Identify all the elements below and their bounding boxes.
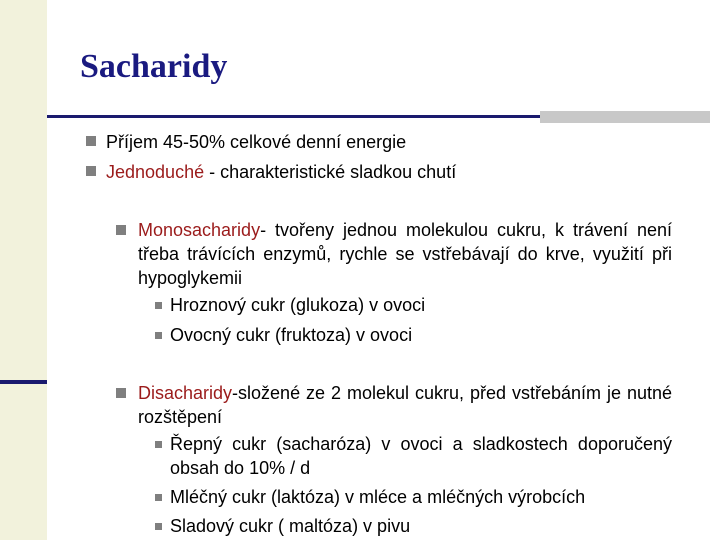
bullet-square-icon xyxy=(155,332,162,339)
bullet-1-text: Příjem 45-50% celkové denní energie xyxy=(106,132,407,152)
bullet-square-icon xyxy=(155,494,162,501)
bullet-2-highlight: Jednoduché xyxy=(106,162,205,182)
bullet-square-icon xyxy=(116,225,126,235)
bullet-square-icon xyxy=(86,166,96,176)
bullet-2 xyxy=(106,160,456,184)
bullet-square-icon xyxy=(155,441,162,448)
sidebar-accent-rule xyxy=(0,380,47,384)
disacharidy-text: -složené ze 2 molekul cukru, před vstřebáním je nutné rozštěpení xyxy=(138,383,672,427)
title-underline-accent xyxy=(540,111,710,123)
bullet-square-icon xyxy=(155,523,162,530)
bullet-2-text: - charakteristické sladkou chutí xyxy=(204,162,457,182)
title-underline xyxy=(47,115,540,118)
di-item-1: Řepný cukr (sacharóza) v ovoci a sladkostech doporučený obsah do 10% / d xyxy=(170,434,672,478)
bullet-square-icon xyxy=(86,136,96,146)
slide-sidebar xyxy=(0,0,47,540)
disacharidy-highlight: Disacharidy xyxy=(138,383,233,403)
monosacharidy-highlight: Monosacharidy xyxy=(138,220,261,240)
bullet-square-icon xyxy=(155,302,162,309)
monosacharidy-paragraph xyxy=(138,218,672,290)
monosacharidy-text: - tvořeny jednou molekulou cukru, k trávení není třeba trávících enzymů, rychle se vstřebávají do krve, využití při hypoglykemii xyxy=(138,220,672,288)
di-item-2: Mléčný cukr (laktóza) v mléce a mléčných výrobcích xyxy=(170,487,586,507)
bullet-square-icon xyxy=(116,388,126,398)
disacharidy-paragraph xyxy=(138,381,672,429)
slide-title: Sacharidy xyxy=(80,48,228,85)
mono-item-1: Hroznový cukr (glukoza) v ovoci xyxy=(170,295,426,315)
mono-item-2: Ovocný cukr (fruktoza) v ovoci xyxy=(170,325,413,345)
di-item-3: Sladový cukr ( maltóza) v pivu xyxy=(170,516,411,536)
